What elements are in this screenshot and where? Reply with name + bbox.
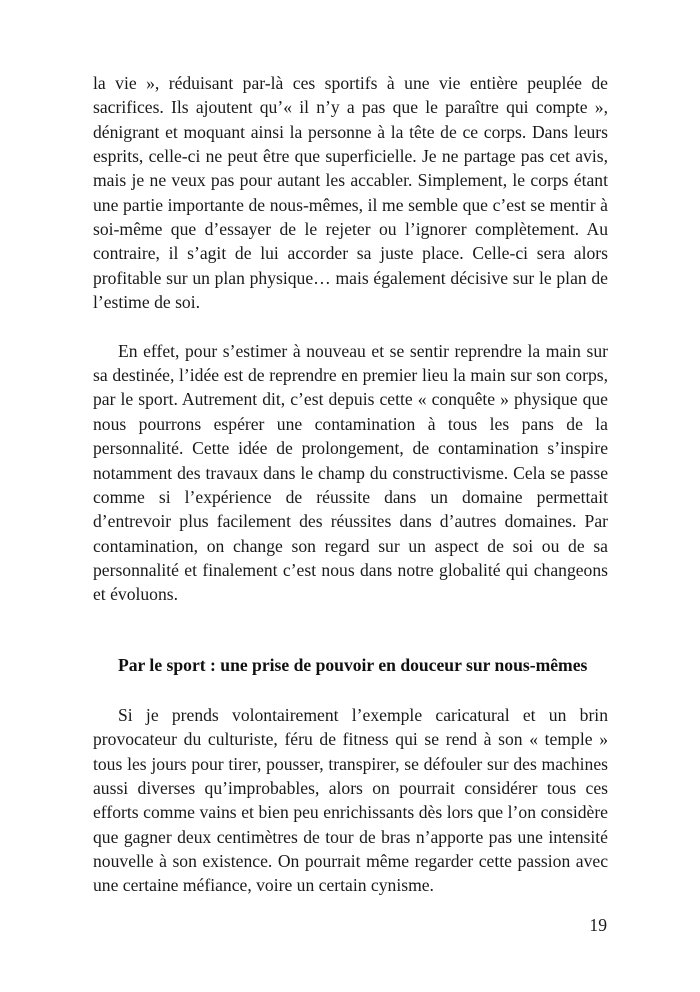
text-column	[93, 71, 608, 898]
paragraph-spacer	[93, 314, 608, 338]
paragraph-culturiste: Si je prends volontairement l’exemple caricatural et un brin provocateur du culturiste, féru de fitness qui se rend à son « temple » tous les jours pour tirer, pousser, transpirer, se défouler sur des machines aussi diverses qu’improbables, alors on pourrait considérer tous ces efforts comme vains et bien peu enrichissants dès lors que l’on considère que gagner deux centimètres de tour de bras n’apporte pas une intensité nouvelle à son existence. On pourrait même regarder cette passion avec une certaine méfiance, voire un certain cynisme.	[93, 704, 608, 896]
paragraph-continuation: la vie », réduisant par-là ces sportifs à une vie entière peuplée de sacrifices. Ils ajoutent qu’« il n’y a pas que le paraître qui compte », dénigrant et moquant ainsi la personne à la tête de ce corps. Dans leurs esprits, celle-ci ne peut être que superficielle. Je ne partage pas cet avis, mais je ne veux pas pour autant les accabler. Simplement, le corps étant une partie importante de nous-mêmes, il me semble que c’est se mentir à soi-même que d’essayer de le rejeter ou l’ignorer complètement. Au contraire, il s’agit de lui accorder sa juste place. Celle-ci sera alors profitable sur un plan physique… mais également décisive sur le plan de l’estime de soi.	[93, 73, 608, 313]
heading-spacer-after	[93, 677, 608, 703]
heading-spacer-before	[93, 607, 608, 653]
section-heading: Par le sport : une prise de pouvoir en douceur sur nous-mêmes	[118, 654, 588, 675]
page-number: 19	[589, 915, 607, 935]
paragraph-en-effet: En effet, pour s’estimer à nouveau et se sentir reprendre la main sur sa destinée, l’idée est de reprendre en premier lieu la main sur son corps, par le sport. Autrement dit, c’est depuis cette « conquête » physique que nous pourrons espérer une contamination à tous les pans de la personnalité. Cette idée de prolongement, de contamination s’inspire notamment des travaux dans le champ du constructivisme. Cela se passe comme si l’expérience de réussite dans un domaine permettait d’entrevoir plus facilement des réussites dans d’autres domaines. Par contamination, on change son regard sur un aspect de soi ou de sa personnalité et finalement c’est nous dans notre globalité qui changeons et évoluons.	[93, 340, 608, 605]
